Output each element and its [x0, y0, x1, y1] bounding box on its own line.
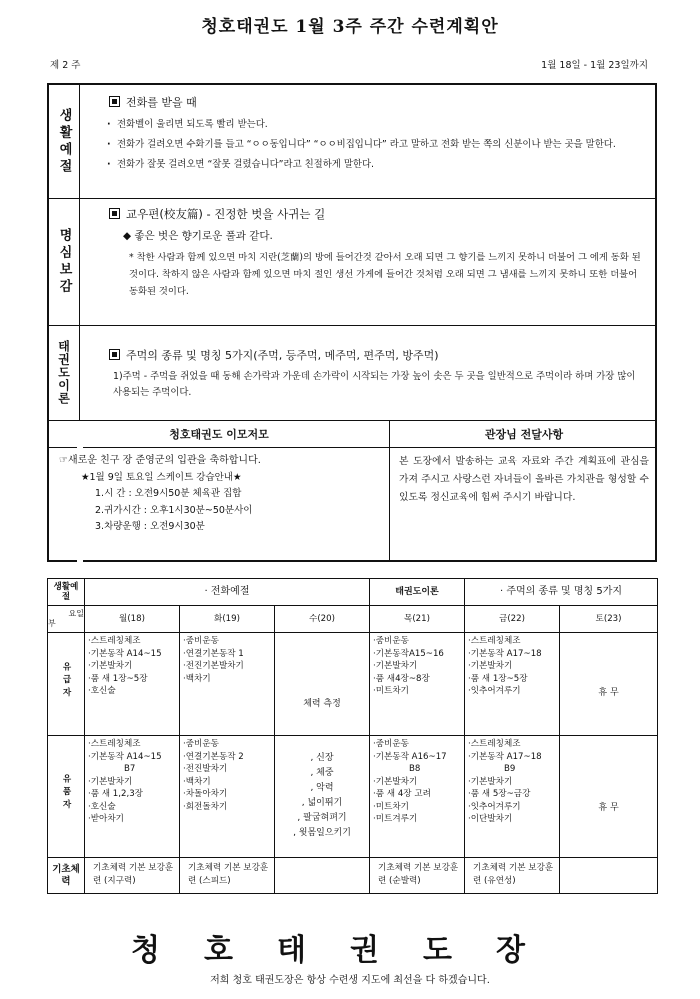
- schedule-cell: [560, 633, 658, 736]
- schedule-item: ·품 새 1,2,3장: [88, 789, 143, 799]
- schedule-item: , 체중: [310, 767, 334, 778]
- weekly-content-box: [47, 83, 657, 562]
- checkbox-icon: [109, 349, 120, 360]
- diamond-icon: ◆: [123, 230, 135, 242]
- schedule-item: ·품 새 1장~5장: [468, 673, 528, 684]
- row-label: 유급자: [48, 633, 85, 736]
- news-line: ★1월 9일 토요일 스케이트 강습안내★: [81, 471, 242, 483]
- schedule-item: ·미트차기: [373, 801, 409, 812]
- news-line: ☞새로운 친구 장 준영군의 입관을 축하합니다.: [59, 455, 261, 466]
- schedule-item: ·기본발차기: [373, 776, 418, 787]
- schedule-item: ·기본동작 A14~15: [88, 648, 162, 659]
- day-header-sat: 토(23): [560, 606, 658, 633]
- schedule-cell: [465, 633, 560, 736]
- basic-fitness-cell: [560, 858, 658, 894]
- table-corner: 요일 부: [48, 606, 85, 633]
- schedule-item: ·회전돌차기: [183, 801, 228, 812]
- news-line: 3.차량운행 : 오전9시30분: [95, 521, 205, 532]
- table-row: [48, 858, 658, 894]
- schedule-item: ·기본동작 A16~17: [373, 751, 447, 762]
- schedule-item: ·기본발차기: [468, 776, 513, 787]
- schedule-item: 휴 무: [598, 687, 619, 698]
- schedule-item: ·백차기: [183, 776, 211, 787]
- schedule-item: ·전진기본발차기: [183, 661, 244, 671]
- schedule-cell: [275, 633, 370, 736]
- schedule-item: ·미트차기: [373, 686, 409, 696]
- schedule-item: ·백차기: [183, 673, 211, 684]
- day-header-mon: 월(18): [85, 606, 180, 633]
- schedule-item: ·줌비운동: [183, 739, 219, 749]
- schedule-item: , 넓이뛰기: [301, 797, 343, 808]
- schedule-item: ·줌비운동: [373, 739, 409, 749]
- schedule-item: 체력 측정: [303, 698, 341, 709]
- mind-story: * 착한 사람과 함께 있으면 마치 지란(芝蘭)의 방에 들어간것 같아서 오래 되면 그 향기를 느끼지 못하니 더불어 그 에게 동화 된 것이다. 착하지 않은 사람과 함께 있으면 마치 절인 생선 가게에 들어간 것처럼 오래 되면 그 냄새를 느끼지 못하니 또한 더불어 동화된 것이다.: [129, 252, 641, 297]
- schedule-item: ·스트레칭체조: [88, 636, 141, 646]
- schedule-item: ·잇추어겨루기: [468, 801, 521, 812]
- schedule-item: ·잇추어겨루기: [468, 686, 521, 696]
- schedule-item: B9: [504, 764, 516, 774]
- day-header-wed: 수(20): [275, 606, 370, 633]
- day-header-thu: 목(21): [370, 606, 465, 633]
- schedule-item: ·호신술: [88, 801, 116, 812]
- schedule-item: ·차돌아차기: [183, 789, 228, 799]
- basic-fitness-label: 기초체력: [48, 858, 85, 894]
- theory-definition: 1)주먹 - 주먹을 쥐었을 때 동해 손가락과 가운데 손가락이 시작되는 가장 높이 솟은 두 곳을 일반적으로 주먹이라 하며 가장 많이 사용되는 주먹이다.: [113, 371, 636, 398]
- basic-fitness-cell: 기초체력 기본 보강훈련 (유연성): [465, 858, 560, 894]
- schedule-item: , 신장: [310, 752, 334, 763]
- schedule-item: , 팔굽혀펴기: [297, 812, 347, 823]
- life-bullet: · 전화벨이 울리면 되도록 빨리 받는다.: [117, 116, 647, 133]
- schedule-cell: [85, 736, 180, 858]
- schedule-item: ·품 새 5장~금강: [468, 789, 531, 799]
- schedule-life-value: · 전화예절: [85, 579, 370, 606]
- schedule-item: ·전진발차기: [183, 764, 228, 774]
- schedule-item: ·기본발차기: [88, 776, 133, 787]
- schedule-cell: [465, 736, 560, 858]
- schedule-item: ·미트겨루기: [373, 814, 418, 824]
- mind-label: 명심보감: [56, 227, 72, 296]
- mind-quote: 좋은 벗은 향기로운 풀과 같다.: [134, 230, 273, 242]
- schedule-item: , 악력: [310, 782, 334, 793]
- page-title: 청호태권도 1월 3주 주간 수련계획안: [201, 17, 499, 37]
- schedule-theory-label: 태권도이론: [370, 579, 465, 606]
- schedule-item: ·품 새4장~8장: [373, 673, 430, 684]
- schedule-item: ·기본동작 A14~15: [88, 751, 162, 762]
- life-bullet: · 전화가 걸려오면 수화기를 들고 “ㅇㅇ동입니다” “ㅇㅇ비집입니다” 라고 말하고 전화 받는 쪽의 신분이나 받는 곳을 말한다.: [117, 136, 647, 153]
- schedule-item: ·기본동작 A17~18: [468, 648, 542, 659]
- basic-fitness-cell: 기초체력 기본 보강훈련 (스피드): [180, 858, 275, 894]
- table-row: [48, 633, 658, 736]
- schedule-item: B7: [124, 764, 136, 774]
- schedule-cell: [560, 736, 658, 858]
- schedule-item: ·품 새 1장~5장: [88, 673, 148, 684]
- schedule-item: ·연결기본동작 1: [183, 648, 244, 659]
- schedule-cell: [370, 736, 465, 858]
- schedule-item: ·받아차기: [88, 814, 124, 824]
- academy-name: 청호태권도장: [131, 933, 569, 968]
- schedule-item: ·줌비운동: [183, 636, 219, 646]
- schedule-item: 휴 무: [598, 803, 619, 813]
- life-manners-label: 생활예절: [56, 107, 72, 176]
- basic-fitness-cell: 기초체력 기본 보강훈련 (지구력): [85, 858, 180, 894]
- schedule-cell: [275, 736, 370, 858]
- schedule-item: B8: [409, 764, 421, 774]
- basic-fitness-cell: 기초체력 기본 보강훈련 (순발력): [370, 858, 465, 894]
- schedule-cell: [180, 633, 275, 736]
- footer-text: 저희 청호 태권도장은 항상 수련생 지도에 최선을 다 하겠습니다.: [210, 975, 490, 986]
- mind-heading: 교우편(校友篇) - 진정한 벗을 사귀는 길: [126, 207, 326, 221]
- life-list: [91, 116, 647, 173]
- notice-heading: 관장님 전달사항: [484, 427, 564, 441]
- theory-section: [91, 347, 647, 401]
- date-range: 1월 18일 - 1월 23일까지: [541, 60, 648, 71]
- schedule-item: ·호신술: [88, 686, 116, 696]
- life-heading: 전화를 받을 때: [126, 96, 197, 109]
- schedule-item: ·이단발차기: [468, 814, 513, 824]
- schedule-cell: [370, 633, 465, 736]
- news-line: 1.시 간 : 오전9시50분 체육관 집합: [95, 488, 242, 499]
- theory-label: 태권도이론: [56, 340, 71, 405]
- schedule-item: ·기본발차기: [373, 661, 418, 671]
- life-manners-section: [91, 94, 647, 176]
- life-bullet: · 전화가 잘못 걸려오면 “잘못 걸렸습니다”라고 친절하게 말한다.: [117, 156, 647, 173]
- theory-heading: 주먹의 종류 및 명칭 5가지(주먹, 등주먹, 메주먹, 편주먹, 방주먹): [126, 349, 439, 362]
- schedule-item: ·기본발차기: [468, 661, 513, 671]
- schedule-table: [47, 578, 658, 894]
- mind-section: [91, 206, 647, 300]
- schedule-item: ·스트레칭체조: [468, 636, 521, 646]
- schedule-item: ·스트레칭체조: [88, 739, 141, 749]
- schedule-item: ·품 새 4장 고려: [373, 789, 431, 799]
- notice-text: 본 도장에서 발송하는 교육 자료와 주간 계획표에 관심을 가져 주시고 사랑스런 자녀들이 올바른 가치관을 형성할 수 있도록 정신교육에 힘써 주시기 바랍니다.: [399, 456, 649, 503]
- schedule-life-label: 생활예절: [48, 579, 85, 606]
- news-heading: 청호태권도 이모저모: [169, 427, 269, 441]
- schedule-item: ·기본동작 A17~18: [468, 751, 542, 762]
- news-line: 2.귀가시간 : 오후1시30분~50분사이: [95, 504, 253, 516]
- schedule-item: ·연결기본동작 2: [183, 751, 244, 762]
- schedule-item: ·스트레칭체조: [468, 739, 521, 749]
- day-header-fri: 금(22): [465, 606, 560, 633]
- row-label: 유품자: [48, 736, 85, 858]
- schedule-cell: [180, 736, 275, 858]
- schedule-item: , 윗몸일으키기: [293, 827, 351, 838]
- news-list: [59, 453, 384, 536]
- day-header-tue: 화(19): [180, 606, 275, 633]
- schedule-item: ·줌비운동: [373, 636, 409, 646]
- basic-fitness-cell: [275, 858, 370, 894]
- schedule-cell: [85, 633, 180, 736]
- checkbox-icon: [109, 208, 120, 219]
- schedule-item: ·기본동작A15~16: [373, 648, 444, 659]
- schedule-item: ·기본발차기: [88, 661, 133, 671]
- schedule-theory-value: · 주먹의 종류 및 명칭 5가지: [465, 579, 658, 606]
- checkbox-icon: [109, 96, 120, 107]
- table-row: [48, 736, 658, 858]
- week-number: 제 2 주: [50, 60, 81, 71]
